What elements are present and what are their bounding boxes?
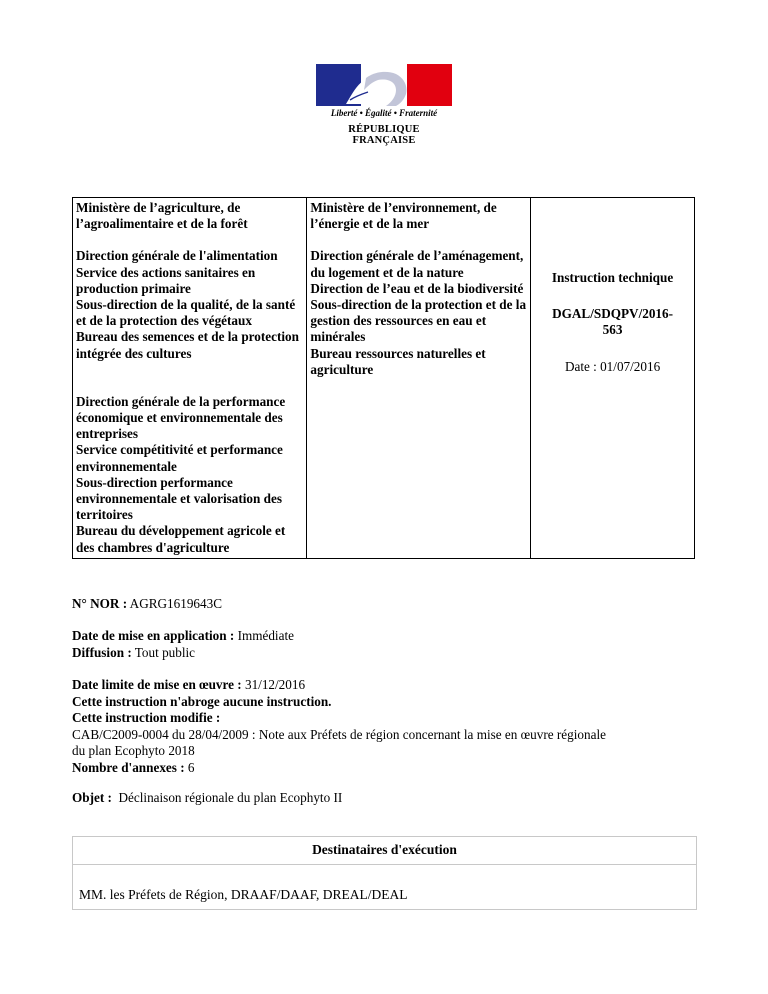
destinataires-title: Destinataires d'exécution: [73, 837, 696, 865]
modifie-value: CAB/C2009-0004 du 28/04/2009 : Note aux Préfets de région concernant la mise en œuvre régionale du plan Ecophyto 2018: [72, 726, 606, 758]
republic-motto: Liberté • Égalité • Fraternité: [330, 108, 438, 118]
dgal-line-3: Sous-direction de la qualité, de la santé et de la protection des végétaux: [76, 297, 296, 329]
nor-line: [72, 596, 692, 613]
dgpe-line-2: Service compétitivité et performance environnementale: [76, 442, 283, 474]
dgpe-line-4: Bureau du développement agricole et des chambres d'agriculture: [76, 523, 286, 555]
ministry-agriculture: Ministère de l’agriculture, de l’agroalimentaire et de la forêt: [76, 200, 248, 232]
dgal-line-1: Direction générale de l'alimentation: [76, 248, 278, 264]
dgal-line-4: Bureau des semences et de la protection intégrée des cultures: [76, 329, 299, 361]
limit-value: 31/12/2016: [244, 677, 306, 692]
header-col-instruction: [531, 198, 695, 559]
nor-label: N° NOR :: [72, 596, 128, 611]
limit-label: Date limite de mise en œuvre :: [72, 677, 242, 692]
ministry-environment: Ministère de l’environnement, de l’énergie et de la mer: [310, 200, 497, 232]
instruction-date: Date : 01/07/2016: [564, 358, 661, 374]
instruction-reference: DGAL/SDQPV/2016-563: [552, 306, 673, 338]
nor-value: AGRG1619643C: [129, 596, 222, 611]
republic-name: RÉPUBLIQUE FRANÇAISE: [348, 124, 420, 146]
objet-value: Déclinaison régionale du plan Ecophyto II: [118, 790, 343, 805]
marianne-flag-icon: [316, 64, 452, 106]
destinataires-box: [72, 836, 697, 910]
application-label: Date de mise en application :: [72, 628, 235, 643]
annexes-value: 6: [187, 759, 195, 775]
application-block: [72, 628, 692, 661]
modifie-label: Cette instruction modifie :: [72, 710, 221, 725]
objet-line: [72, 790, 692, 807]
header-col-agriculture: [73, 198, 307, 559]
dgpe-line-1: Direction générale de la performance économique et environnementale des entreprises: [76, 393, 286, 442]
dgaln-line-3: Sous-direction de la protection et de la gestion des ressources en eau et minérales: [310, 297, 527, 345]
dgaln-line-4: Bureau ressources naturelles et agriculture: [310, 345, 486, 377]
diffusion-label: Diffusion :: [72, 644, 132, 660]
annexes-label: Nombre d'annexes :: [72, 759, 185, 775]
limits-block: [72, 677, 692, 776]
instruction-type: Instruction technique: [551, 269, 674, 285]
dgaln-line-2: Direction de l’eau et de la biodiversité: [310, 280, 524, 296]
application-value: Immédiate: [237, 628, 294, 643]
destinataires-body: MM. les Préfets de Région, DRAAF/DAAF, DREAL/DEAL: [79, 887, 408, 902]
marianne-logo: [316, 64, 452, 146]
dgaln-line-1: Direction générale de l’aménagement, du logement et de la nature: [310, 248, 524, 280]
header-col-environment: [307, 198, 531, 559]
dgpe-line-3: Sous-direction performance environnementale et valorisation des territoires: [76, 474, 282, 523]
diffusion-value: Tout public: [134, 644, 196, 660]
dgal-line-2: Service des actions sanitaires en production primaire: [76, 264, 256, 296]
objet-label: Objet :: [72, 790, 112, 805]
header-table: [72, 197, 695, 559]
abroge-statement: Cette instruction n'abroge aucune instruction.: [72, 693, 332, 709]
